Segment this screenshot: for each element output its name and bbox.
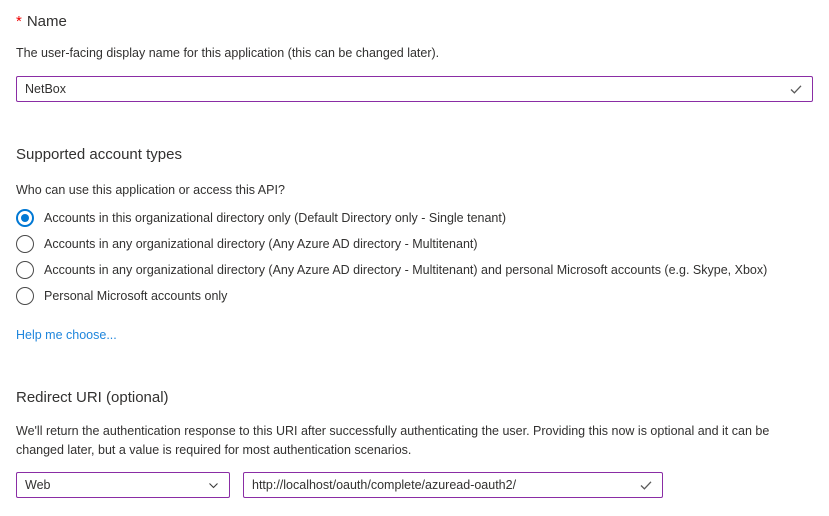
account-types-section (16, 145, 813, 344)
platform-select-value: Web (25, 478, 51, 492)
platform-select[interactable] (16, 472, 230, 498)
radio-option-label: Accounts in any organizational directory (Any Azure AD directory - Multitenant) (44, 237, 478, 251)
radio-option-label: Accounts in this organizational directory only (Default Directory only - Single tenant) (44, 211, 507, 225)
check-icon (638, 477, 654, 493)
redirect-uri-description: We'll return the authentication response to this URI after successfully authenticating the user. Providing this now is optional and it can be changed later, but a value is required for most authentication scenarios. (16, 424, 770, 457)
redirect-uri-section (16, 388, 813, 498)
help-me-choose-link[interactable]: Help me choose... (16, 328, 117, 342)
name-input[interactable] (25, 82, 788, 96)
radio-button[interactable] (16, 261, 34, 279)
radio-option-label: Accounts in any organizational directory (Any Azure AD directory - Multitenant) and personal Microsoft accounts (e.g. Skype, Xbox) (44, 263, 768, 277)
account-types-heading: Supported account types (16, 146, 182, 163)
account-types-question: Who can use this application or access this API? (16, 183, 285, 197)
name-field-label (16, 12, 813, 32)
name-section (16, 12, 813, 102)
redirect-uri-input-container (243, 472, 663, 498)
radio-option-multitenant-personal[interactable] (16, 257, 813, 283)
account-types-radio-group (16, 205, 813, 309)
redirect-uri-input[interactable] (252, 478, 638, 492)
radio-button[interactable] (16, 209, 34, 227)
chevron-down-icon (206, 478, 221, 493)
name-input-container (16, 76, 813, 102)
radio-button[interactable] (16, 287, 34, 305)
required-asterisk: * (16, 13, 22, 30)
radio-button[interactable] (16, 235, 34, 253)
name-label-text: Name (26, 13, 67, 30)
radio-option-personal-only[interactable] (16, 283, 813, 309)
radio-option-multitenant[interactable] (16, 231, 813, 257)
redirect-uri-row (16, 472, 813, 498)
redirect-uri-heading: Redirect URI (optional) (16, 389, 169, 406)
name-description: The user-facing display name for this application (this can be changed later). (16, 46, 440, 60)
check-icon (788, 81, 804, 97)
radio-option-single-tenant[interactable] (16, 205, 813, 231)
radio-option-label: Personal Microsoft accounts only (44, 289, 228, 303)
